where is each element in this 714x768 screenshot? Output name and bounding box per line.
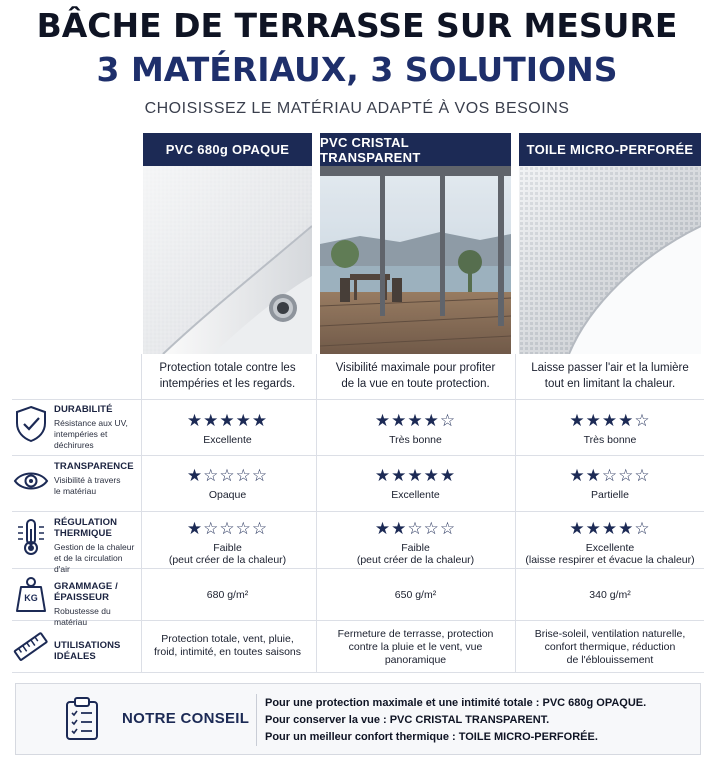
desc-line: Protection totale contre les bbox=[159, 362, 296, 374]
page-title: BÂCHE DE TERRASSE SUR MESURE bbox=[36, 6, 678, 45]
desc-line: tout en limitant la chaleur. bbox=[544, 378, 676, 390]
cell-transparence-opaque bbox=[143, 467, 312, 501]
cell-utilisations-micro: Brise-soleil, ventilation naturelle, confort thermique, réduction de l'éblouissement bbox=[534, 628, 686, 666]
star-rating: ★★★★☆ bbox=[374, 411, 457, 431]
star-rating: ★☆☆☆☆ bbox=[186, 466, 269, 486]
column-divider bbox=[515, 354, 516, 672]
advice-line: Pour une protection maximale et une intimité totale : PVC 680g OPAQUE. bbox=[265, 697, 647, 709]
cell-utilisations-opaque: Protection totale, vent, pluie, froid, intimité, en toutes saisons bbox=[153, 633, 302, 658]
desc-line: Laisse passer l'air et la lumière bbox=[531, 362, 689, 374]
row-title: GRAMMAGE / ÉPAISSEUR bbox=[54, 581, 118, 603]
row-label-durabilite bbox=[12, 404, 140, 451]
clipboard-checklist-icon bbox=[64, 696, 100, 742]
page-subtitle: CHOISISSEZ LE MATÉRIAU ADAPTÉ À VOS BESOINS bbox=[144, 100, 570, 117]
cell-grammage-micro: 340 g/m² bbox=[589, 589, 631, 601]
star-rating: ★★☆☆☆ bbox=[569, 466, 651, 486]
cell-transparence-micro bbox=[519, 467, 701, 501]
page-title-line2: 3 MATÉRIAUX, 3 SOLUTIONS bbox=[96, 50, 618, 89]
row-title: UTILISATIONS IDÉALES bbox=[54, 640, 121, 662]
row-label-transparence bbox=[12, 461, 140, 501]
row-divider bbox=[12, 511, 704, 512]
row-subtitle: Résistance aux UV, intempéries et déchirures bbox=[54, 418, 128, 450]
rating-label: Partielle bbox=[591, 489, 629, 501]
row-title: RÉGULATION THERMIQUE bbox=[54, 517, 118, 539]
star-rating: ★☆☆☆☆ bbox=[186, 519, 269, 539]
rating-label: Excellente bbox=[391, 489, 440, 501]
row-label-regulation bbox=[12, 517, 140, 575]
row-title: DURABILITÉ bbox=[54, 404, 113, 415]
column-header-cristal: PVC CRISTAL TRANSPARENT bbox=[320, 133, 511, 166]
rating-label: Opaque bbox=[208, 489, 247, 501]
ruler-icon bbox=[12, 627, 50, 667]
column-description-micro bbox=[519, 360, 701, 396]
rating-label: Très bonne bbox=[389, 434, 442, 446]
desc-line: Visibilité maximale pour profiter bbox=[335, 362, 496, 374]
row-divider bbox=[12, 672, 704, 673]
rating-note: (peut créer de la chaleur) bbox=[356, 554, 475, 566]
advice-divider bbox=[256, 694, 257, 746]
advice-line: Pour conserver la vue : PVC CRISTAL TRANSPARENT. bbox=[265, 714, 550, 726]
rating-label: Très bonne bbox=[583, 434, 637, 446]
row-title: TRANSPARENCE bbox=[54, 461, 134, 472]
row-subtitle: Gestion de la chaleur et de la circulation d'air bbox=[54, 542, 135, 574]
cell-transparence-cristal bbox=[320, 467, 511, 501]
row-subtitle: Robustesse du matériau bbox=[54, 606, 111, 627]
rating-label: Faible bbox=[401, 542, 430, 554]
column-description-cristal bbox=[320, 360, 511, 396]
thermometer-icon bbox=[12, 517, 50, 557]
rating-note: (laisse respirer et évacue la chaleur) bbox=[525, 554, 695, 566]
desc-line: de la vue en toute protection. bbox=[341, 378, 490, 390]
row-label-utilisations bbox=[12, 627, 140, 667]
cell-durabilite-opaque bbox=[143, 412, 312, 446]
weight-kg-icon bbox=[12, 575, 50, 615]
column-header-opaque: PVC 680g OPAQUE bbox=[143, 133, 312, 166]
star-rating: ★★★★☆ bbox=[569, 519, 651, 539]
column-description-opaque bbox=[143, 360, 312, 396]
row-label-grammage bbox=[12, 575, 140, 628]
cell-durabilite-cristal bbox=[320, 412, 511, 446]
cell-utilisations-cristal: Fermeture de terrasse, protection contre la pluie et le vent, vue panoramique bbox=[337, 628, 494, 666]
column-divider bbox=[141, 354, 142, 672]
row-divider bbox=[12, 399, 704, 400]
row-divider bbox=[12, 455, 704, 456]
rating-label: Excellente bbox=[203, 434, 252, 446]
eye-icon bbox=[12, 461, 50, 501]
micro-perforated-image bbox=[519, 166, 701, 354]
column-divider bbox=[316, 354, 317, 672]
advice-text bbox=[265, 695, 646, 746]
rating-label: Excellente bbox=[585, 542, 635, 554]
rating-label: Faible bbox=[213, 542, 242, 554]
cell-regulation-cristal bbox=[320, 520, 511, 566]
opaque-pvc-image bbox=[143, 166, 312, 354]
cell-regulation-opaque bbox=[143, 520, 312, 566]
cell-grammage-cristal: 650 g/m² bbox=[394, 589, 437, 601]
cell-grammage-opaque: 680 g/m² bbox=[206, 589, 249, 601]
cell-regulation-micro bbox=[519, 520, 701, 566]
desc-line: intempéries et les regards. bbox=[159, 378, 296, 390]
column-header-micro: TOILE MICRO-PERFORÉE bbox=[519, 133, 701, 166]
shield-check-icon bbox=[12, 404, 50, 444]
cell-durabilite-micro bbox=[519, 412, 701, 446]
advice-title: NOTRE CONSEIL bbox=[122, 710, 250, 727]
row-subtitle: Visibilité à travers le matériau bbox=[54, 475, 121, 496]
rating-note: (peut créer de la chaleur) bbox=[168, 554, 287, 566]
star-rating: ★★★★★ bbox=[374, 466, 457, 486]
kg-label: KG bbox=[24, 593, 38, 603]
cristal-pvc-image bbox=[320, 166, 511, 354]
star-rating: ★★★★☆ bbox=[569, 411, 651, 431]
advice-box bbox=[15, 683, 701, 755]
star-rating: ★★★★★ bbox=[186, 411, 269, 431]
advice-line: Pour un meilleur confort thermique : TOILE MICRO-PERFORÉE. bbox=[265, 731, 598, 743]
star-rating: ★★☆☆☆ bbox=[374, 519, 457, 539]
